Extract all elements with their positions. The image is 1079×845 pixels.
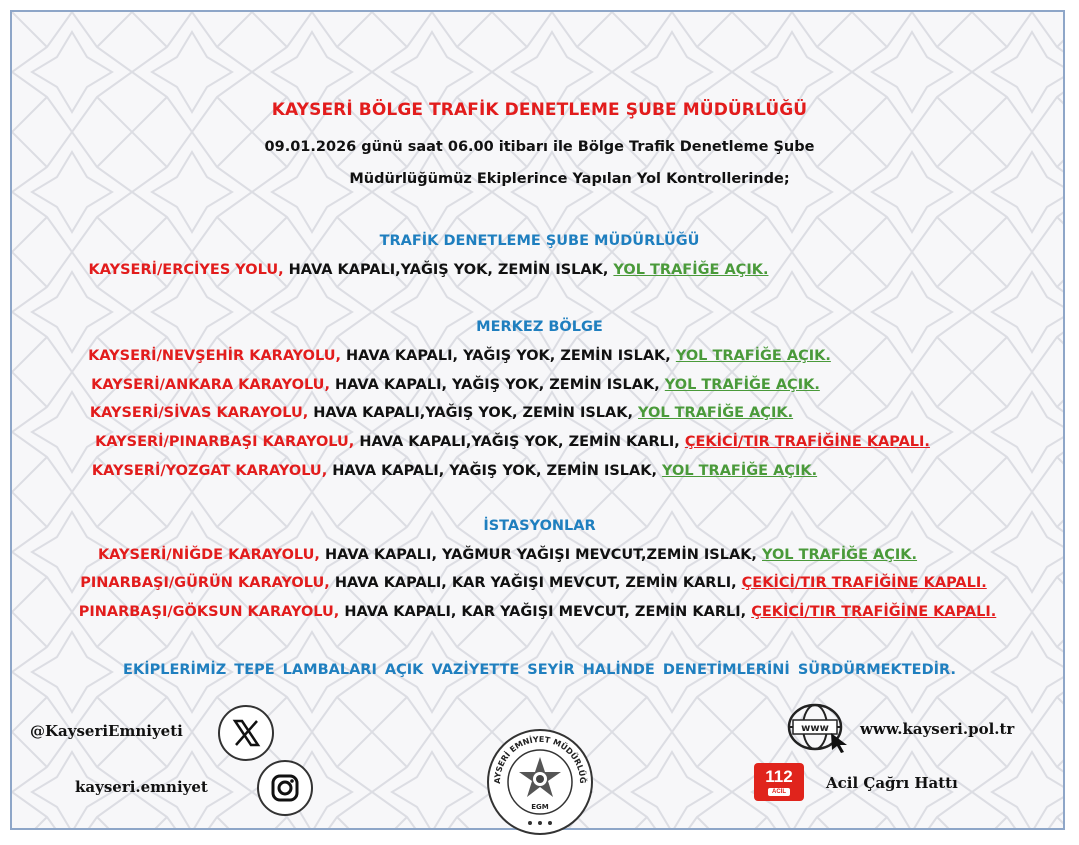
section-heading-istasyonlar: İSTASYONLAR	[483, 518, 596, 534]
instagram-handle[interactable]: kayseri.emniyet	[75, 778, 208, 796]
road-conditions: HAVA KAPALI, KAR YAĞIŞI MEVCUT, ZEMİN KARLI,	[329, 575, 742, 591]
road-conditions: HAVA KAPALI, YAĞIŞ YOK, ZEMİN ISLAK,	[341, 348, 676, 364]
road-conditions: HAVA KAPALI,YAĞIŞ YOK, ZEMİN ISLAK,	[308, 405, 639, 421]
footer-notice: EKİPLERİMİZ TEPE LAMBALARI AÇIK VAZİYETTE SEYİR HALİNDE DENETİMLERİNİ SÜRDÜRMEKTEDİR.	[123, 662, 956, 678]
road-row	[0, 348, 999, 364]
x-logo-icon[interactable]	[218, 705, 274, 761]
road-status: ÇEKİCİ/TIR TRAFİĞİNE KAPALI.	[751, 604, 997, 620]
road-name: PINARBAŞI/GÖKSUN KARAYOLU,	[78, 604, 340, 620]
x-handle[interactable]: @KayseriEmniyeti	[30, 722, 183, 740]
road-status: YOL TRAFİĞE AÇIK.	[638, 405, 794, 421]
road-conditions: HAVA KAPALI, YAĞMUR YAĞIŞI MEVCUT,ZEMİN ISLAK,	[319, 547, 762, 563]
emergency-number: 112	[765, 767, 793, 786]
www-globe-icon[interactable]	[785, 703, 853, 753]
road-name: KAYSERİ/ERCİYES YOLU,	[88, 262, 284, 278]
road-status: YOL TRAFİĞE AÇIK.	[662, 463, 818, 479]
road-status: YOL TRAFİĞE AÇIK.	[613, 262, 769, 278]
road-name: PINARBAŞI/GÜRÜN KARAYOLU,	[80, 575, 330, 591]
road-name: KAYSERİ/ANKARA KARAYOLU,	[91, 377, 330, 393]
intro-line-2: Müdürlüğümüz Ekiplerince Yapılan Yol Kontrollerinde;	[349, 171, 790, 187]
police-emblem-logo	[485, 727, 595, 837]
road-conditions: HAVA KAPALI, YAĞIŞ YOK, ZEMİN ISLAK,	[329, 377, 665, 393]
road-name: KAYSERİ/NEVŞEHİR KARAYOLU,	[88, 348, 341, 364]
road-name: KAYSERİ/NİĞDE KARAYOLU,	[97, 547, 320, 563]
road-row	[0, 547, 1047, 563]
emergency-112-icon	[754, 763, 804, 801]
emblem-ring-text: AYSERİ EMNİYET MÜDÜRLÜĞ	[492, 734, 588, 784]
road-name: KAYSERİ/YOZGAT KARAYOLU,	[91, 463, 328, 479]
page-title: KAYSERİ BÖLGE TRAFİK DENETLEME ŞUBE MÜDÜRLÜĞÜ	[271, 100, 808, 120]
instagram-icon[interactable]	[257, 760, 313, 816]
road-status: YOL TRAFİĞE AÇIK.	[762, 547, 918, 563]
emergency-line-label: Acil Çağrı Hattı	[826, 774, 958, 792]
emblem-inner-text: EGM	[531, 803, 549, 811]
section-heading-trafik: TRAFİK DENETLEME ŞUBE MÜDÜRLÜĞÜ	[379, 233, 700, 249]
road-row	[0, 604, 1077, 620]
road-status: ÇEKİCİ/TIR TRAFİĞİNE KAPALI.	[684, 434, 930, 450]
svg-text:www: www	[801, 723, 829, 734]
road-name: KAYSERİ/SİVAS KARAYOLU,	[89, 405, 309, 421]
road-row	[0, 377, 995, 393]
intro-line-1: 09.01.2026 günü saat 06.00 itibarı ile Bölge Trafik Denetleme Şube	[264, 139, 815, 155]
road-conditions: HAVA KAPALI,YAĞIŞ YOK, ZEMİN KARLI,	[354, 434, 685, 450]
road-row	[0, 575, 1073, 591]
road-row	[0, 434, 1052, 450]
road-row	[0, 262, 968, 278]
emergency-sub-label: ACİL	[768, 788, 790, 796]
road-row	[0, 463, 994, 479]
road-conditions: HAVA KAPALI, KAR YAĞIŞI MEVCUT, ZEMİN KARLI,	[339, 604, 752, 620]
road-conditions: HAVA KAPALI, YAĞIŞ YOK, ZEMİN ISLAK,	[327, 463, 663, 479]
road-conditions: HAVA KAPALI,YAĞIŞ YOK, ZEMİN ISLAK,	[283, 262, 614, 278]
section-heading-merkez: MERKEZ BÖLGE	[476, 319, 603, 335]
website-link[interactable]: www.kayseri.pol.tr	[860, 720, 1015, 738]
road-row	[0, 405, 981, 421]
road-status: YOL TRAFİĞE AÇIK.	[664, 377, 820, 393]
road-name: KAYSERİ/PINARBAŞI KARAYOLU,	[95, 434, 355, 450]
road-status: ÇEKİCİ/TIR TRAFİĞİNE KAPALI.	[741, 575, 987, 591]
road-status: YOL TRAFİĞE AÇIK.	[675, 348, 831, 364]
